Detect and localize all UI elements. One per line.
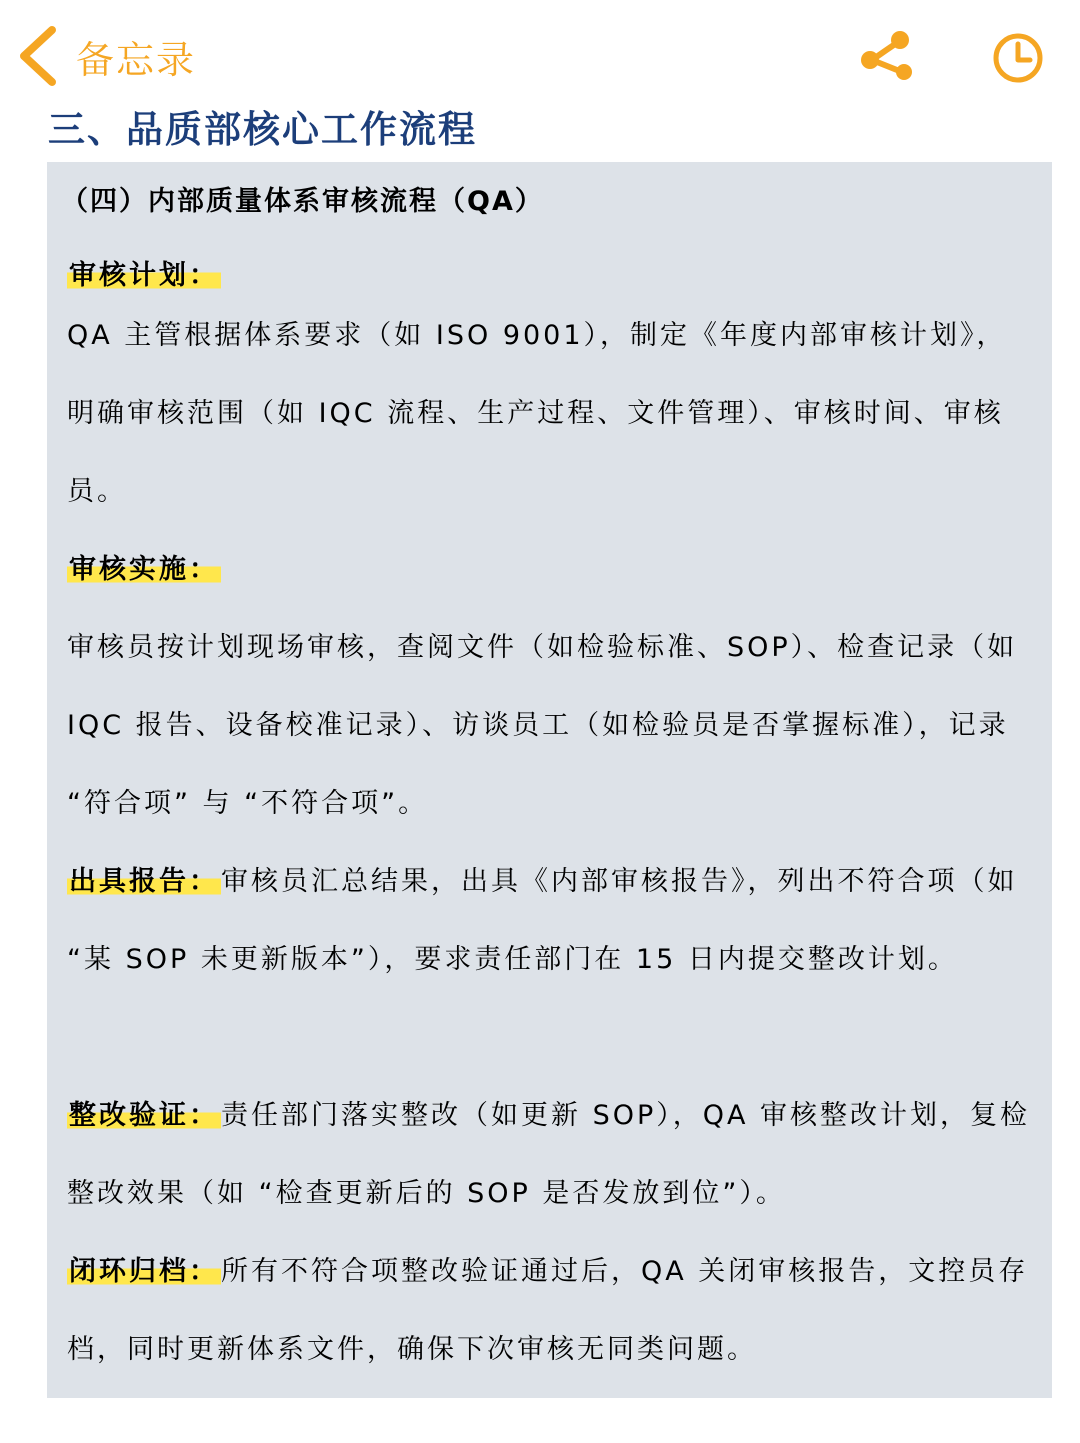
- step-body: 审核员汇总结果，出具《内部审核报告》，列出不符合项（如 “某 SOP 未更新版本”），要求责任部门在 15 日内提交整改计划。: [67, 866, 1018, 975]
- history-button[interactable]: [990, 30, 1046, 86]
- step-rectification: [67, 1077, 1032, 1233]
- top-bar: [0, 0, 1080, 112]
- step-execution-body: 审核员按计划现场审核，查阅文件（如检验标准、SOP）、检查记录（如 IQC 报告、设备校准记录）、访谈员工（如检验员是否掌握标准），记录 “符合项” 与 “不符合项”。: [67, 632, 1018, 819]
- share-icon: [858, 28, 918, 84]
- step-heading: 闭环归档：: [69, 1256, 219, 1287]
- step-archive: [67, 1233, 1032, 1389]
- note-card: [47, 162, 1052, 1398]
- step-heading: 审核实施：: [69, 554, 219, 585]
- note-subtitle: （四）内部质量体系审核流程（QA）: [61, 186, 544, 217]
- step-body: 所有不符合项整改验证通过后，QA 关闭审核报告，文控员存档，同时更新体系文件，确保下次审核无同类问题。: [67, 1256, 1029, 1365]
- back-button[interactable]: [14, 24, 196, 88]
- section-title: 三、品质部核心工作流程: [48, 108, 477, 151]
- back-label: 备忘录: [76, 37, 197, 82]
- chevron-left-icon: [14, 24, 62, 88]
- step-heading: 出具报告：: [69, 866, 219, 897]
- share-button[interactable]: [858, 28, 918, 84]
- step-body: 责任部门落实整改（如更新 SOP），QA 审核整改计划，复检整改效果（如 “检查更新后的 SOP 是否发放到位”）。: [67, 1100, 1031, 1209]
- step-heading: 整改验证：: [69, 1100, 219, 1131]
- step-report: [67, 843, 1032, 999]
- step-execution-heading-row: [67, 531, 1032, 609]
- step-heading: 审核计划：: [69, 260, 219, 291]
- clock-icon: [990, 30, 1046, 86]
- step-plan-body: QA 主管根据体系要求（如 ISO 9001），制定《年度内部审核计划》，明确审核范围（如 IQC 流程、生产过程、文件管理）、审核时间、审核员。: [67, 320, 1007, 507]
